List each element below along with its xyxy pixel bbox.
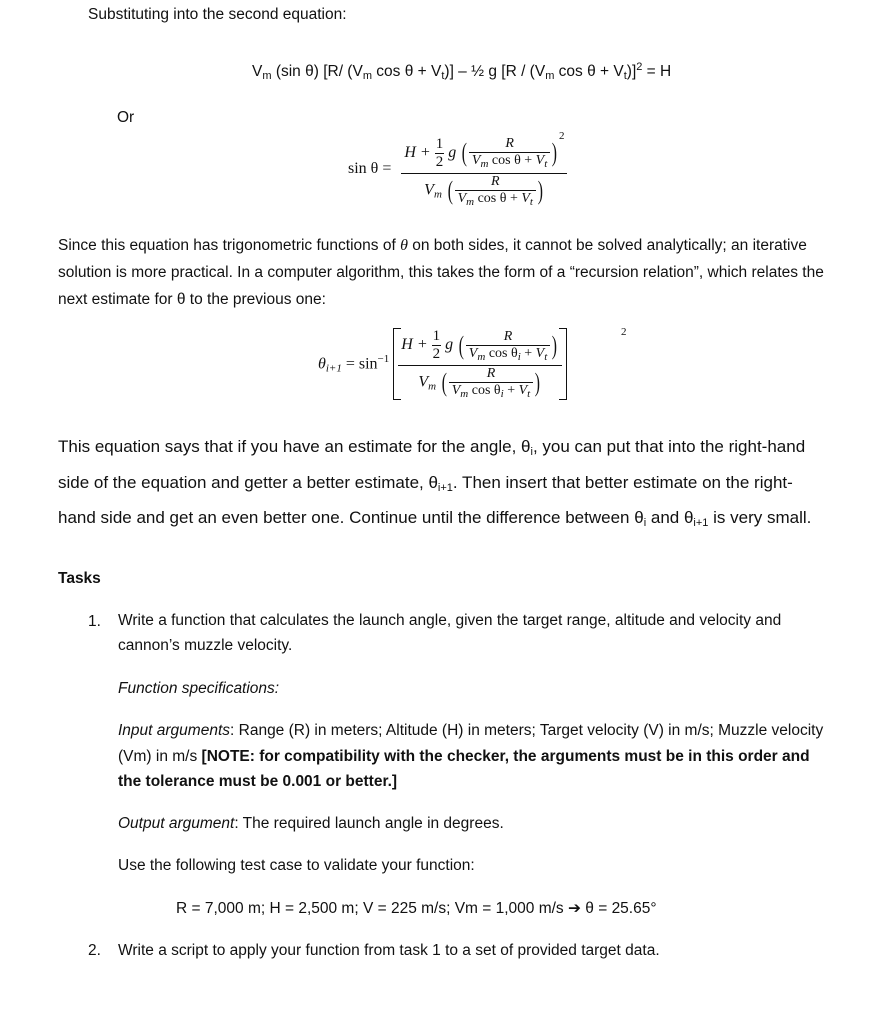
intro-text: Substituting into the second equation: [88,6,347,23]
equation-1: $V_m$ (sin θ) [R/ ($V_m$ $\cos \theta + V_t$)] – ½ g [$R / (V_m$ $\cos \theta + V_t)]^2 = H$ [252,61,672,83]
equation-3: $\theta_{i+1} = \sin^{-1}$ H + $\frac{1}{2}$ g ( $\frac{R}{V_m \cos \theta_i + V_t}$ ) $V_m$ ( $\frac{R}{V_m \cos \theta_i + V_t}$ ) 2 [318,326,627,400]
task-1-text: Write a function that calculates the launch angle, given the target range, altitude and velocity and cannon’s muzzle velocity. [118,612,782,654]
output-argument: Output argument: The required launch angle in degrees. [118,815,504,832]
or-label: Or [117,109,135,126]
test-case: R = 7,000 m; H = 2,500 m; V = 225 m/s; Vm = 1,000 m/s ➔ θ = 25.65° [176,900,657,917]
tasks-heading: Tasks [58,570,101,587]
task-2-number: 2. [88,942,101,959]
paragraph-explanation: This equation says that if you have an estimate for the angle, $\theta_i$, you can put that into the right-hand side of the equation and getter a better estimate, $\theta_{i+1}$. Then insert that better estimate on the right-hand side and get an even better one. Continue until the difference between $\theta_i$ and $\theta_{i+1}$ is very small. [58,437,812,529]
task-2-text: Write a script to apply your function from task 1 to a set of provided target data. [118,942,660,959]
equation-2: sin θ = H + $\frac{1}{2}$ g ( $\frac{R}{V_m \cos \theta + V_t}$ )$^2$ $V_m$ ( $\frac{R}{V_m \cos \theta + V_t}$ ) [348,130,567,220]
test-intro: Use the following test case to validate your function: [118,857,475,874]
spec-heading: Function specifications: [118,680,280,697]
paragraph-iterative: Since this equation has trigonometric functions of θ on both sides, it cannot be solved analytically; an iterative solution is more practical. In a computer algorithm, this takes the form of a “recursion relation”, which relates the next estimate for θ to the previous one: [58,237,824,308]
input-arguments: Input arguments: Range (R) in meters; Altitude (H) in meters; Target velocity (V) in m/s; Muzzle velocity (Vm) in m/s [NOTE: for compatibility with the checker, the arguments must be in this order and the tolerance must be 0.001 or better.] [118,722,824,790]
task-1-number: 1. [88,613,101,630]
